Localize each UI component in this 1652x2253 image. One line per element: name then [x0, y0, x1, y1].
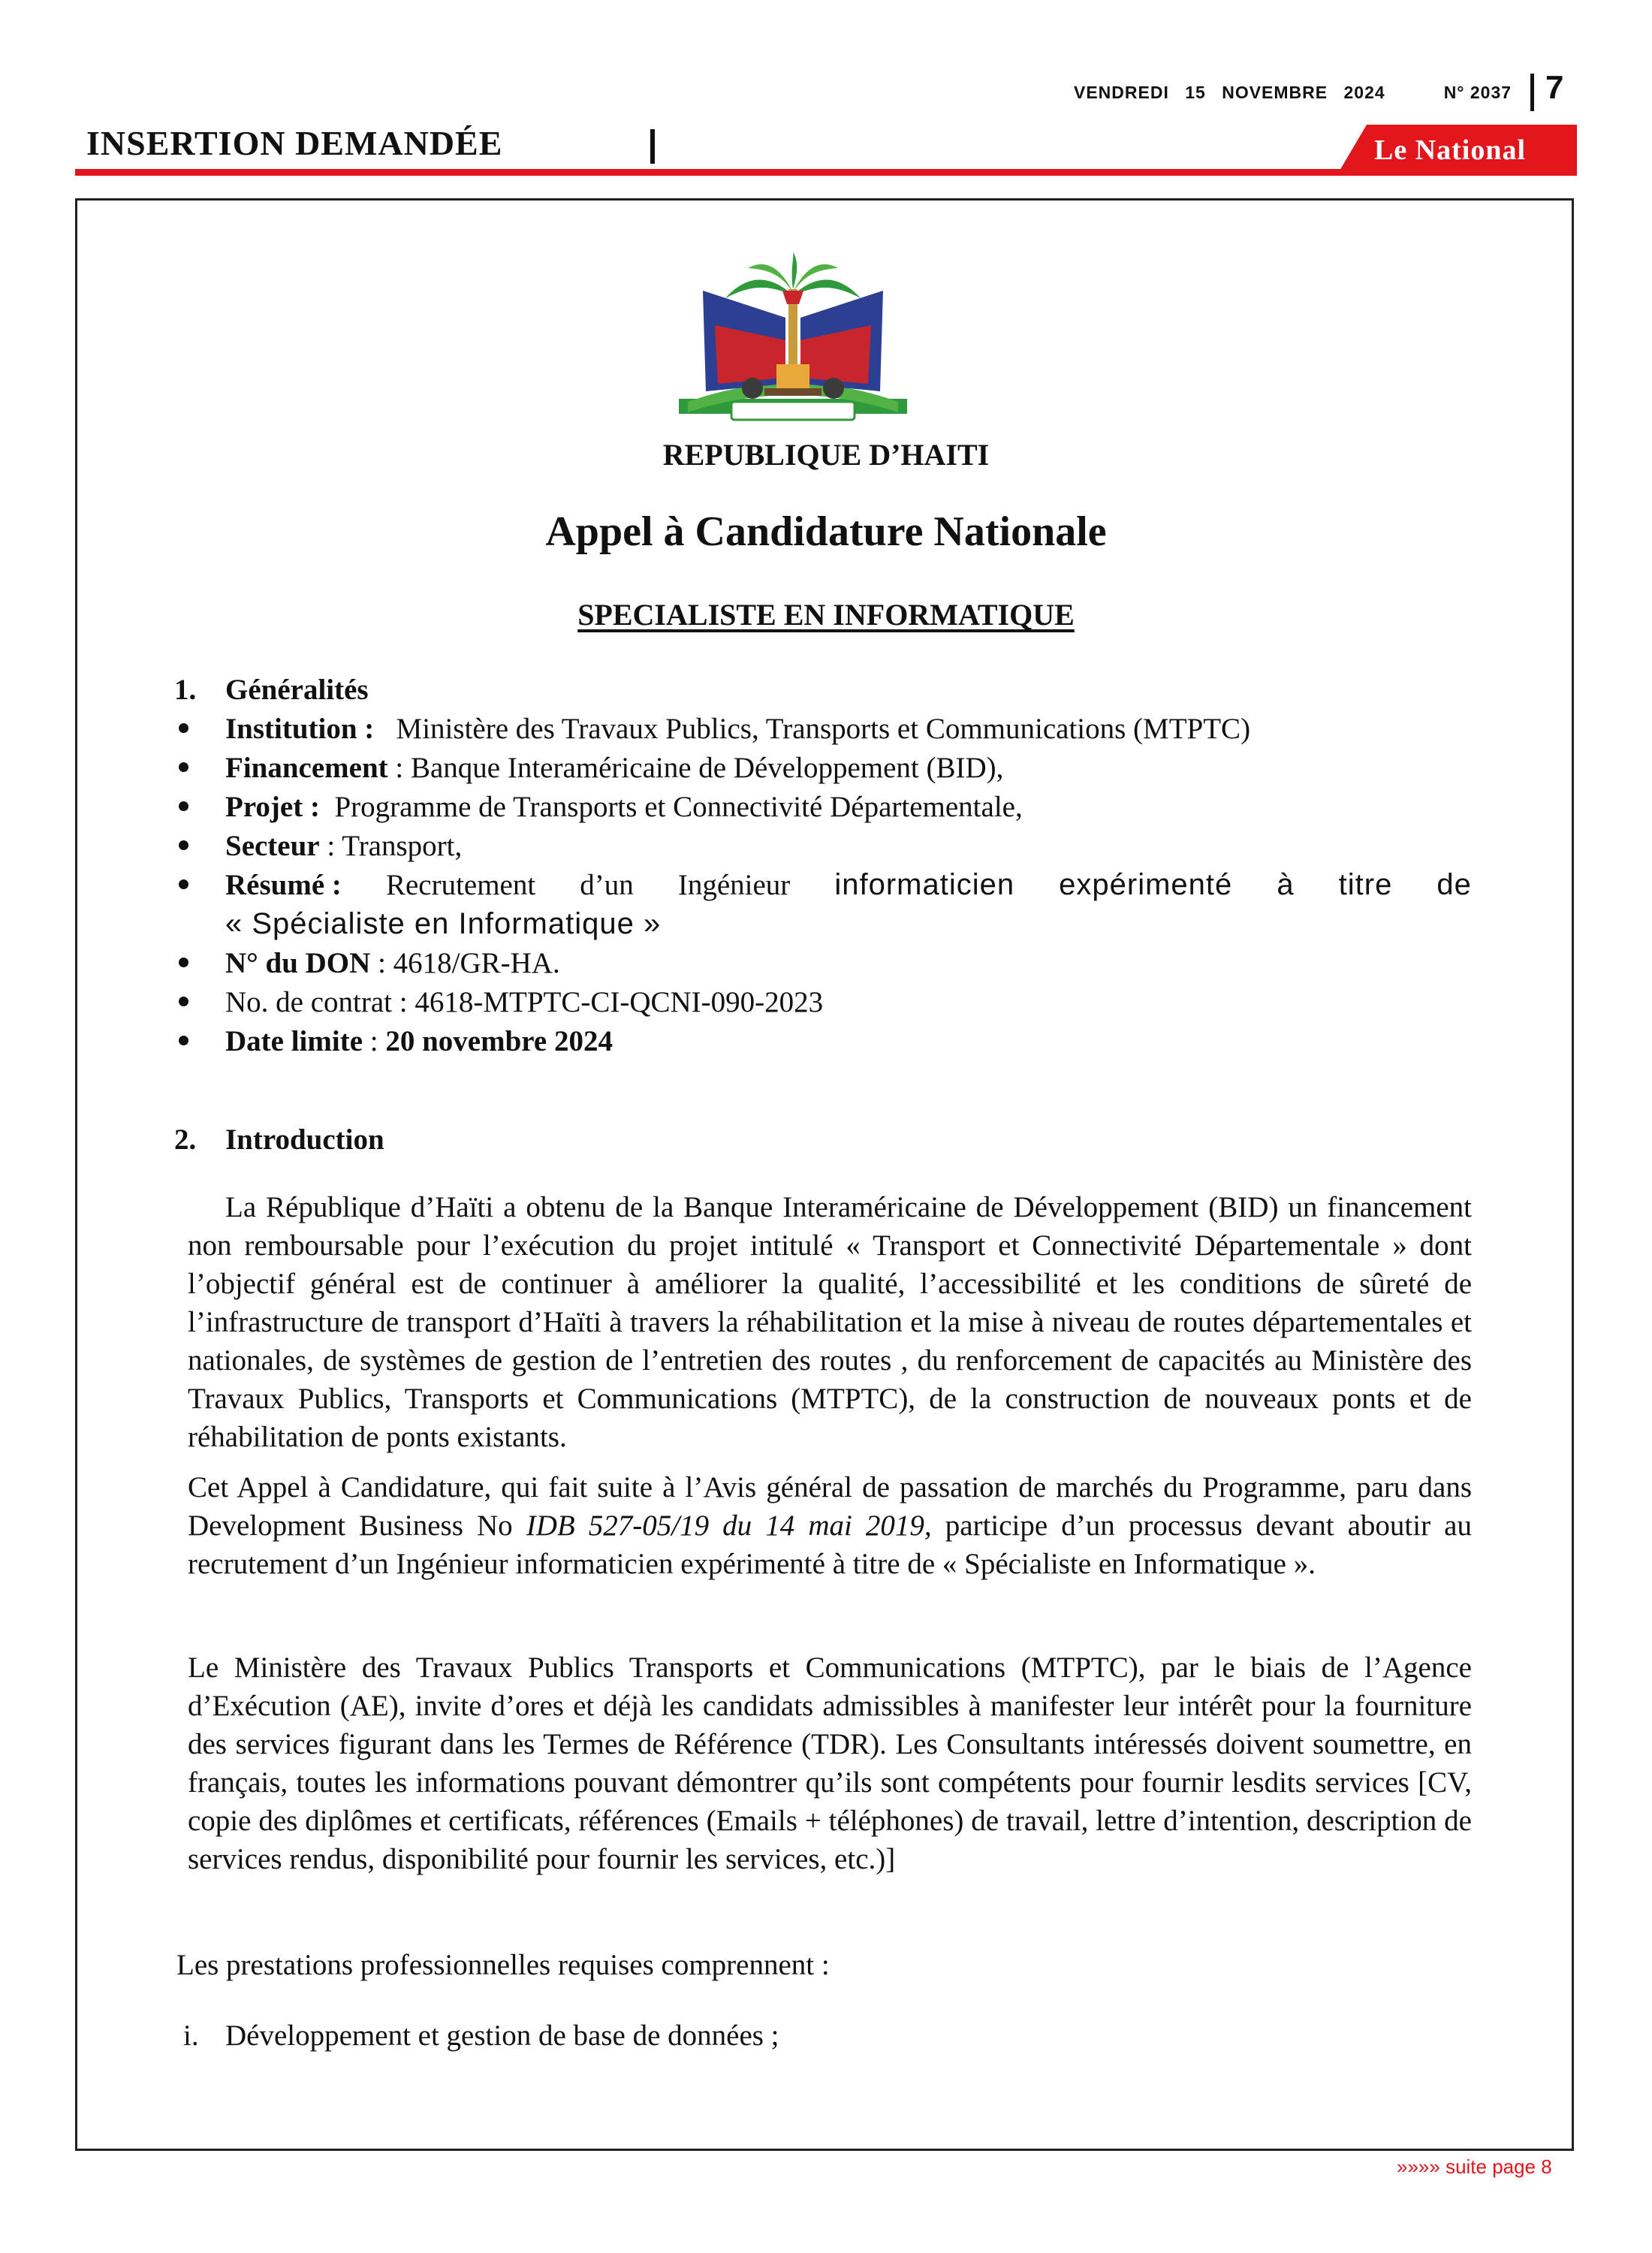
resume-word: titre: [1338, 868, 1393, 901]
item-value: Développement et gestion de base de données ;: [225, 2019, 779, 2052]
intro-paragraph-3: Le Ministère des Travaux Publics Transports et Communications (MTPTC), par le biais de l’Agence d’Exécution (AE), invite d’ores et déjà les candidats admissibles à manifester leur intérêt pour la fourniture des services figurant dans les Termes de Référence (TDR). Les Consultants intéressés doivent soumettre, en français, toutes les informations pouvant démontrer qu’ils sont compétents pour fournir lesdits services [CV, copie des diplômes et certificats, références (Emails + téléphones) de travail, lettre d’intention, description de services rendus, disponibilité pour fournir les services, etc.)]: [188, 1651, 1472, 1875]
dateline: [1074, 83, 1512, 103]
republic-heading: REPUBLIQUE D’HAITI: [662, 438, 990, 472]
section-number: 1.: [174, 674, 197, 706]
item-value: No. de contrat : 4618-MTPTC-CI-QCNI-090-2023: [225, 986, 824, 1018]
item-value: :: [369, 1025, 378, 1057]
item-value: Programme de Transports et Connectivité Départementale,: [334, 791, 1023, 823]
item-label: Date limite: [225, 1025, 363, 1057]
resume-word: expérimenté: [1059, 868, 1233, 901]
intro-paragraph-1: [188, 1188, 1472, 1456]
item-label: N° du DON: [225, 947, 371, 979]
bullet: [179, 958, 188, 967]
list-item-service: [183, 2016, 1472, 2055]
list-item-don: [225, 944, 1472, 982]
list-item-institution: [225, 710, 1472, 748]
item-value: : 4618/GR-HA.: [378, 947, 560, 979]
list-item-contract: [225, 983, 1472, 1021]
list-marker: i.: [183, 2019, 199, 2052]
item-label: Résumé :: [225, 869, 342, 901]
position-title: SPECIALISTE EN INFORMATIQUE: [577, 598, 1075, 632]
section-title-divider: [650, 129, 655, 164]
reference-number: IDB 527-05/19 du 14 mai 2019,: [526, 1510, 932, 1542]
page-number-divider: [1530, 74, 1534, 111]
coat-of-arms-icon: [673, 252, 913, 424]
resume-word: Recrutement: [385, 869, 536, 901]
resume-continuation: « Spécialiste en Informatique »: [225, 907, 662, 940]
section-heading-introduction: [174, 1120, 1472, 1159]
intro-paragraph-2: [188, 1468, 1472, 1583]
item-value: : Banque Interaméricaine de Développement (BID),: [395, 752, 1004, 784]
section-heading-text: Introduction: [225, 1123, 384, 1156]
paragraph-text: La République d’Haïti a obtenu de la Banque Interaméricaine de Développement (BID) un financement non remboursable pour l’exécution du projet intitulé « Transport et Connectivité Départementale » dont l’objectif général est de continuer à améliorer la qualité, l’accessibilité et les conditions de sûreté de l’infrastructure de transport d’Haïti à travers la réhabilitation et la mise à niveau de routes départementales et nationales, de systèmes de gestion de l’entretien des routes , du renforcement de capacités au Ministère des Travaux Publics, Transports et Communications (MTPTC), de la construction de nouveaux ponts et de réhabilitation de ponts existants.: [188, 1191, 1472, 1453]
page-number: 7: [1545, 69, 1564, 106]
section-heading-generalites: [174, 671, 1472, 709]
bullet: [179, 1036, 188, 1045]
resume-word: Ingénieur: [677, 869, 791, 901]
item-value: Ministère des Travaux Publics, Transports et Communications (MTPTC): [396, 713, 1251, 745]
section-title: INSERTION DEMANDÉE: [86, 124, 503, 162]
resume-word: de: [1436, 868, 1472, 901]
issue-number: N° 2037: [1443, 83, 1512, 102]
item-label: Secteur: [225, 830, 320, 862]
list-item-financement: [225, 749, 1472, 787]
section-number: 2.: [174, 1123, 197, 1156]
resume-word: à: [1277, 868, 1295, 901]
list-item-deadline: [225, 1022, 1472, 1060]
list-item-resume: [225, 866, 1472, 904]
notice-title: Appel à Candidature Nationale: [545, 508, 1107, 555]
item-value: : Transport,: [327, 830, 463, 862]
bullet: [179, 723, 188, 733]
deadline-date: 20 novembre 2024: [385, 1025, 613, 1057]
item-label: Financement: [225, 752, 388, 784]
paragraph-text: Cet Appel à Candidature, qui fait suite à l’Avis général de passation de marchés du Programme, paru dans Development Business No: [188, 1471, 1472, 1542]
newspaper-brand: Le National: [1374, 134, 1527, 166]
section-heading-text: Généralités: [225, 674, 369, 706]
bullet: [179, 801, 188, 811]
bullet: [179, 879, 188, 889]
continued-on-page: »»»» suite page 8: [1397, 2155, 1552, 2178]
bullet: [179, 762, 188, 772]
list-item-secteur: [225, 827, 1472, 865]
issue-date: VENDREDI 15 NOVEMBRE 2024: [1074, 83, 1385, 102]
resume-word: informaticien: [834, 868, 1015, 901]
resume-word: d’un: [580, 869, 634, 901]
paragraph-text: participe d’un processus devant aboutir au recrutement d’un Ingénieur informaticien expérimenté à titre de « Spécialiste en Informatique ».: [188, 1510, 1472, 1580]
services-intro: Les prestations professionnelles requises comprennent :: [176, 1949, 830, 1981]
item-label: Projet :: [225, 791, 320, 823]
list-item-projet: [225, 788, 1472, 826]
bullet: [179, 840, 188, 850]
item-label: Institution :: [225, 713, 375, 745]
bullet: [179, 997, 188, 1006]
